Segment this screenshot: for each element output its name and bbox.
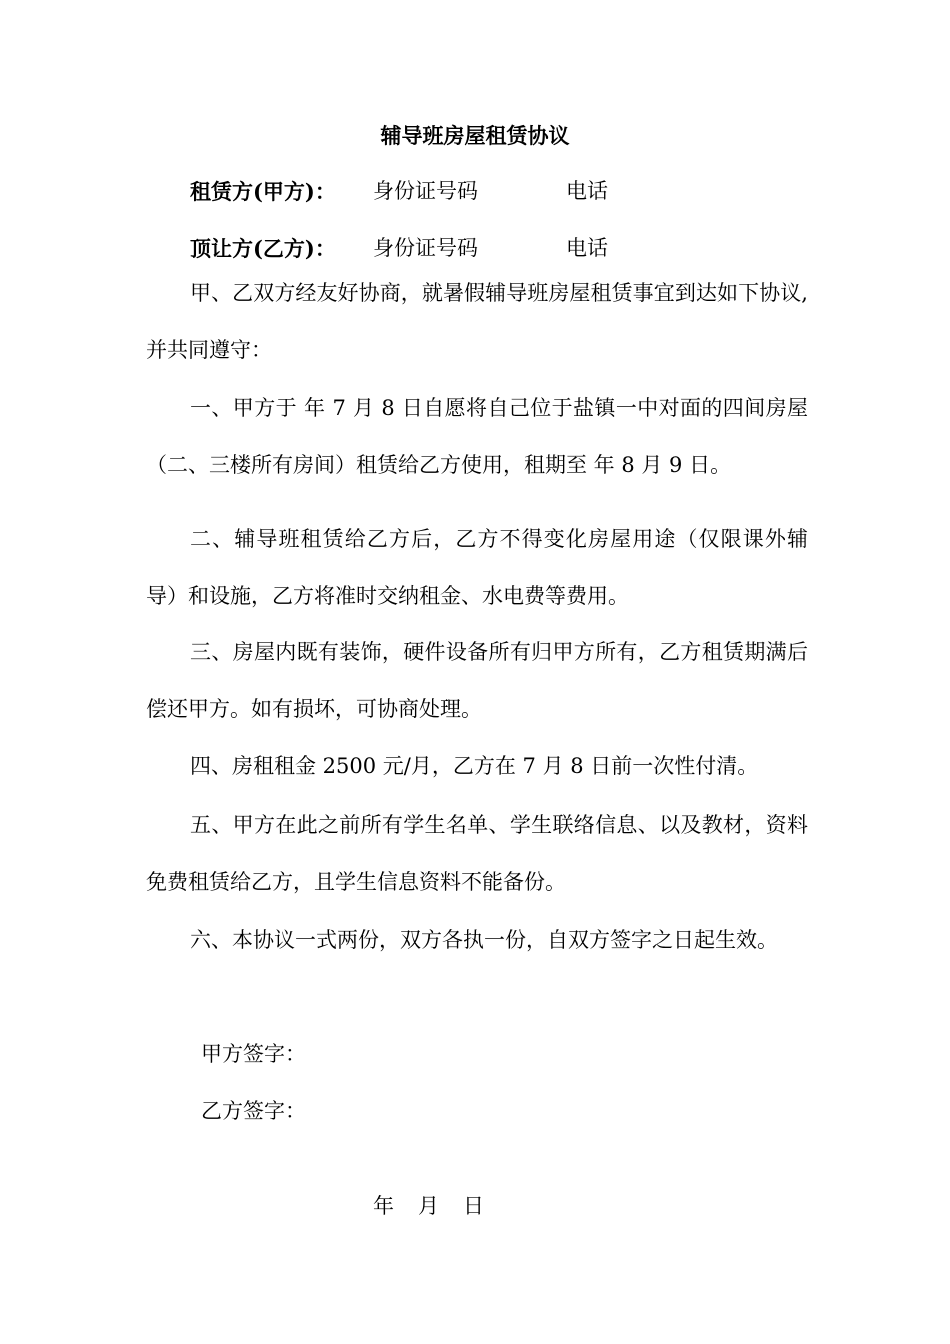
date-month: 月 — [418, 1194, 439, 1218]
party-b-label: 顶让方(乙方)： — [190, 236, 336, 261]
paragraph-clause-2: 二、辅导班租赁给乙方后，乙方不得变化房屋用途（仅限课外辅导）和设施，乙方将准时交纳租金、水电费等费用。 — [146, 527, 808, 608]
date-day: 日 — [463, 1194, 484, 1218]
paragraph-clause-6: 六、本协议一式两份，双方各执一份，自双方签字之日起生效。 — [190, 928, 778, 952]
paragraph-clause-1: 一、甲方于 年 7 月 8 日自愿将自己位于盐镇一中对面的四间房屋（二、三楼所有房间）租赁给乙方使用，租期至 年 8 月 9 日。 — [146, 396, 808, 477]
paragraph-clause-4: 四、房租租金 2500 元/月，乙方在 7 月 8 日前一次性付清。 — [190, 754, 759, 778]
paragraph-clause-3: 三、房屋内既有装饰，硬件设备所有归甲方所有，乙方租赁期满后偿还甲方。如有损坏，可协商处理。 — [146, 640, 808, 721]
party-a-label: 租赁方(甲方)： — [190, 179, 336, 204]
signature-party-b: 乙方签字： — [201, 1099, 306, 1123]
date-year: 年 — [373, 1194, 394, 1218]
document-title: 辅导班房屋租赁协议 — [380, 123, 570, 148]
paragraph-clause-5: 五、甲方在此之前所有学生名单、学生联络信息、以及教材，资料免费租赁给乙方，且学生信息资料不能备份。 — [146, 813, 808, 894]
party-b-phone-label: 电话 — [566, 236, 608, 260]
party-a-id-label: 身份证号码 — [373, 179, 478, 203]
party-b-id-label: 身份证号码 — [373, 236, 478, 260]
party-a-phone-label: 电话 — [566, 179, 608, 203]
paragraph-preamble: 甲、乙双方经友好协商，就暑假辅导班房屋租赁事宜到达如下协议,并共同遵守： — [146, 281, 808, 362]
signature-date — [373, 1196, 484, 1217]
signature-party-a: 甲方签字： — [201, 1042, 306, 1066]
